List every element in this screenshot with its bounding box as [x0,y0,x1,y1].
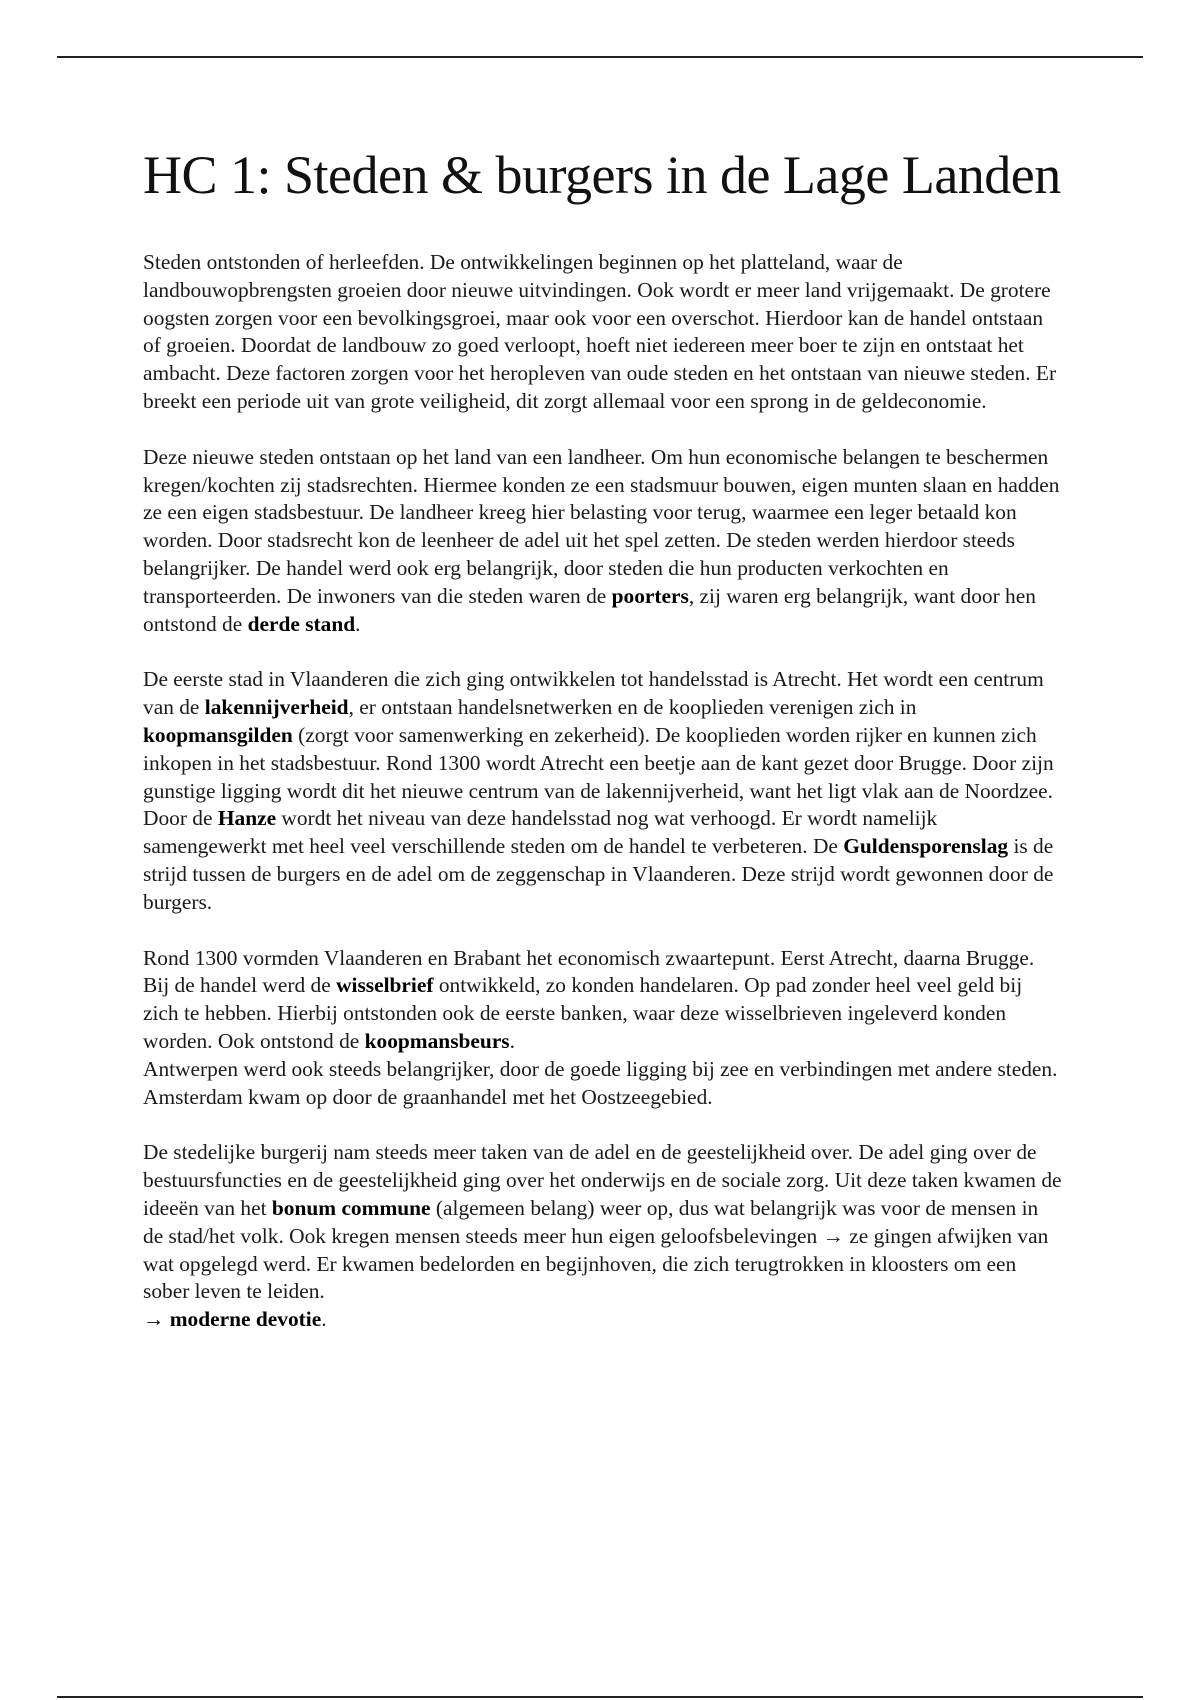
term-moderne-devotie: moderne devotie [164,1307,322,1332]
paragraph-text: De eerste stad in Vlaanderen die zich ging ontwikkelen tot handelsstad is Atrecht. Het wordt een centrum van de [143,667,1044,720]
term-hanze: Hanze [217,806,277,831]
paragraph-text: ze gingen afwijken van wat opgelegd werd. Er kwamen bedelorden en begijnhoven, die zich terugtrokken in kloosters om een sober leven te leiden. [143,1223,1049,1304]
document-title: HC 1: Steden & burgers in de Lage Landen [143,145,1061,205]
paragraph-2 [143,444,1063,639]
top-rule [57,56,1143,58]
paragraph-text: Deze nieuwe steden ontstaan op het land van een landheer. Om hun economische belangen te beschermen kregen/kochten zij stadsrechten. Hiermee konden ze een stadsmuur bouwen, eigen munten slaan en hadden ze een eigen stadsbestuur. De landheer kreeg hier belasting voor terug, waarmee een leger betaald kon worden. Door stadsrecht kon de leenheer de adel uit het spel zetten. De steden werden hierdoor steeds belangrijker. De handel werd ook erg belangrijk, door steden die hun producten verkochten en transporteerden. De inwoners van die steden waren de [143,444,1060,608]
paragraph-text: . [355,611,361,636]
paragraph-text: , zij waren erg belangrijk, want door hen ontstond de [143,583,1036,636]
term-koopmansbeurs: koopmansbeurs [364,1028,510,1053]
paragraph-text: (zorgt voor samenwerking en zekerheid). De kooplieden worden rijker en kunnen zich inkopen in het stadsbestuur. Rond 1300 wordt Atrecht een beetje aan de kant gezet door Brugge. Door zijn gunstige ligging wordt dit het nieuwe centrum van de lakennijverheid, want het ligt vlak aan de Noordzee. Door de [143,722,1054,831]
arrow-right-icon: → [822,1223,844,1248]
term-lakennijverheid: lakennijverheid [204,695,349,720]
paragraph-text: (algemeen belang) weer op, dus wat belangrijk was voor de mensen in de stad/het volk. Ook kregen mensen steeds meer hun eigen geloofsbelevingen [143,1195,1039,1248]
paragraph-text: . [509,1028,515,1053]
paragraph-text: wordt het niveau van deze handelsstad nog wat verhoogd. Er wordt namelijk samengewerkt met heel veel verschillende steden om de handel te verbeteren. De [143,806,938,859]
paragraph-text: , er ontstaan handelsnetwerken en de kooplieden verenigen zich in [348,695,917,720]
paragraph-line [143,1306,1063,1334]
paragraph-text: Rond 1300 vormden Vlaanderen en Brabant het economisch zwaartepunt. Eerst Atrecht, daarna Brugge. Bij de handel werd de [143,945,1035,998]
paragraph-5 [143,1139,1063,1334]
term-derde-stand: derde stand [247,611,356,636]
document-body [143,143,1063,1362]
term-koopmansgilden: koopmansgilden [143,722,293,747]
paragraph-text: Steden ontstonden of herleefden. De ontwikkelingen beginnen op het platteland, waar de landbouwopbrengsten groeien door nieuwe uitvindingen. Ook wordt er meer land vrijgemaakt. De grotere oogsten zorgen voor een bevolkingsgroei, maar ook voor een overschot. Hierdoor kan de handel ontstaan of groeien. Doordat de landbouw zo goed verloopt, hoeft niet iedereen meer boer te zijn en ontstaat het ambacht. Deze factoren zorgen voor het heropleven van oude steden en het ontstaan van nieuwe steden. Er breekt een periode uit van grote veiligheid, dit zorgt allemaal voor een sprong in de geldeconomie. [143,250,1057,413]
paragraph-text: . [321,1307,327,1332]
paragraph-3 [143,666,1063,916]
paragraph-text: De stedelijke burgerij nam steeds meer taken van de adel en de geestelijkheid over. De adel ging over de bestuursfuncties en de geestelijkheid ging over het onderwijs en de sociale zorg. Uit deze taken kwamen de ideeën van het [143,1140,1062,1220]
term-poorters: poorters [611,583,689,608]
paragraph-4 [143,945,1063,1112]
paragraph-text: is de strijd tussen de burgers en de adel om de zeggenschap in Vlaanderen. Deze strijd wordt gewonnen door de burgers. [143,834,1054,914]
paragraph-text: Antwerpen werd ook steeds belangrijker, door de goede ligging bij zee en verbindingen met andere steden. Amsterdam kwam op door de graanhandel met het Oostzeegebied. [143,1056,1058,1109]
paragraph-text: ontwikkeld, zo konden handelaren. Op pad zonder heel veel geld bij zich te hebben. Hierbij ontstonden ook de eerste banken, waar deze wisselbrieven ingeleverd konden worden. Ook ontstond de [143,973,1023,1053]
term-wisselbrief: wisselbrief [336,973,434,998]
bottom-rule [57,1696,1143,1698]
arrow-right-icon: → [143,1307,165,1332]
term-bonum-commune: bonum commune [271,1195,431,1220]
paragraph-1 [143,249,1063,416]
term-guldensporenslag: Guldensporenslag [843,834,1009,859]
